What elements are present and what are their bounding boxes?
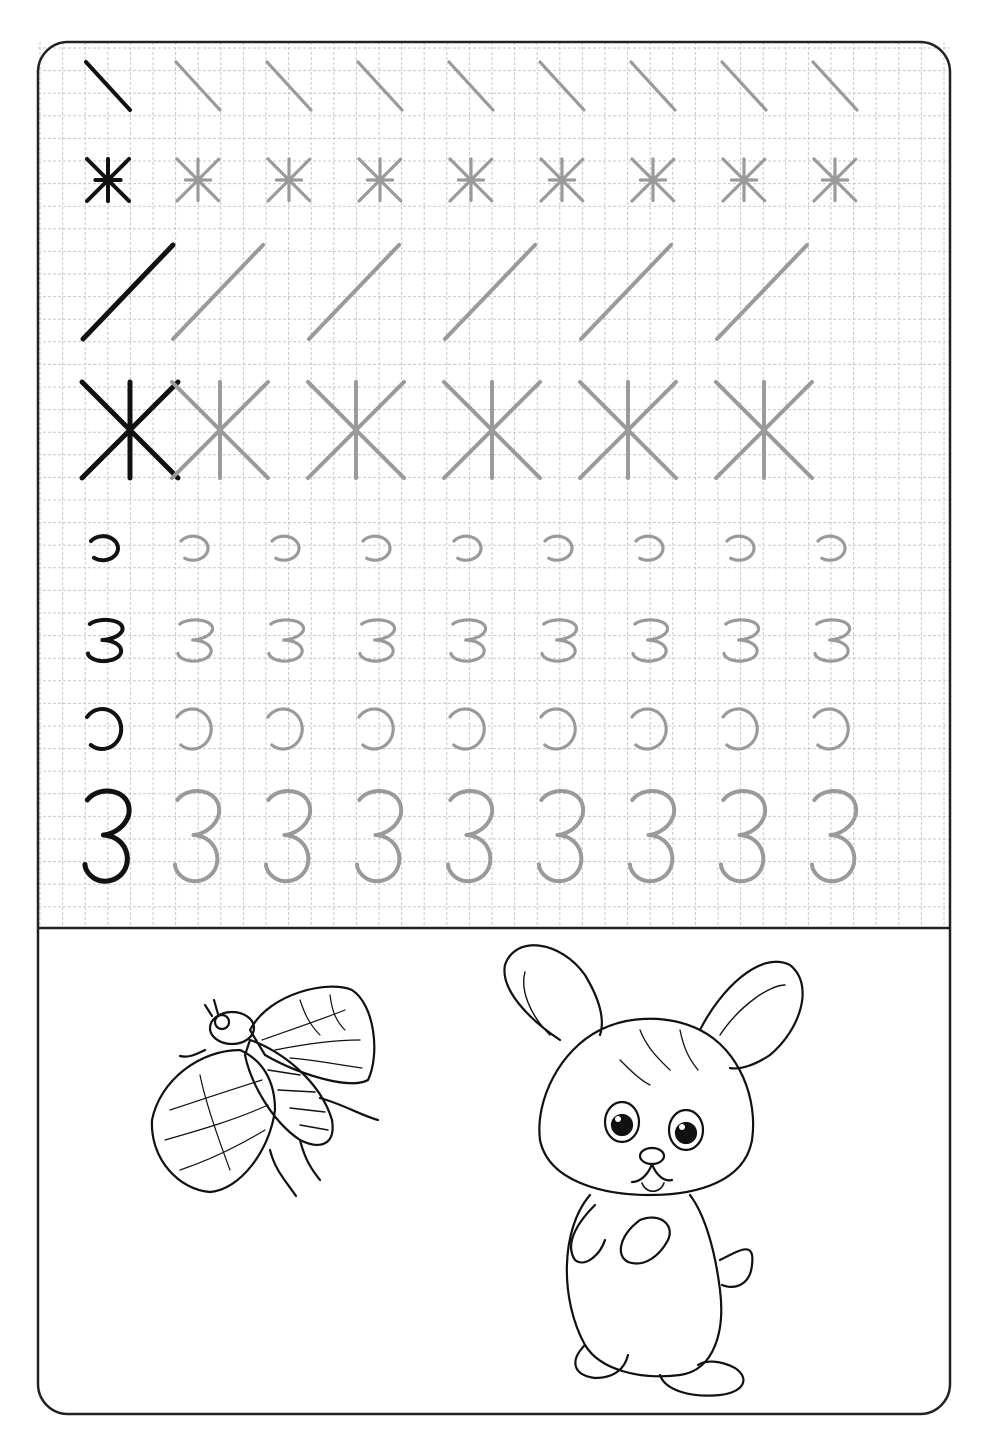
- trace-stroke-slash-large: [581, 245, 671, 339]
- trace-stroke-hook-small: [363, 536, 390, 560]
- grid-paper: [38, 42, 950, 928]
- trace-stroke-hook-medium: [541, 709, 575, 749]
- trace-stroke-backslash-small: [722, 62, 766, 110]
- trace-stroke-slash-large: [173, 245, 263, 339]
- trace-letter-ze-small: [178, 620, 213, 661]
- trace-stroke-backslash-small: [813, 62, 857, 110]
- trace-letter-ze-large: [175, 791, 219, 881]
- trace-letter-zhe-small: [723, 159, 765, 201]
- trace-stroke-hook-medium: [359, 709, 393, 749]
- trace-letter-zhe-small: [268, 159, 310, 201]
- model-letter-zhe-small: [87, 159, 129, 201]
- trace-stroke-backslash-small: [540, 62, 584, 110]
- trace-letter-zhe-large: [716, 382, 812, 478]
- trace-letter-ze-large: [721, 791, 765, 881]
- trace-letter-zhe-small: [450, 159, 492, 201]
- model-letter-ze-large: [85, 791, 129, 881]
- trace-letter-zhe-small: [177, 159, 219, 201]
- row-stroke-backslash-small: [86, 62, 857, 110]
- trace-letter-zhe-small: [632, 159, 674, 201]
- row-stroke-hook-small: [91, 536, 845, 560]
- trace-stroke-slash-large: [445, 245, 535, 339]
- row-letter-ze-small: [88, 620, 850, 661]
- row-stroke-slash-large: [83, 245, 807, 339]
- trace-letter-zhe-small: [541, 159, 583, 201]
- trace-letter-zhe-large: [308, 382, 404, 478]
- fly-illustration: [152, 987, 378, 1196]
- model-stroke-hook-small: [91, 536, 118, 560]
- row-stroke-hook-medium: [87, 709, 848, 749]
- trace-letter-ze-large: [630, 791, 674, 881]
- bunny-illustration: [504, 945, 802, 1395]
- trace-letter-zhe-small: [814, 159, 856, 201]
- trace-letter-zhe-large: [172, 382, 268, 478]
- trace-letter-ze-small: [815, 620, 850, 661]
- trace-stroke-slash-large: [309, 245, 399, 339]
- trace-stroke-backslash-small: [358, 62, 402, 110]
- trace-letter-ze-large: [812, 791, 856, 881]
- trace-stroke-hook-medium: [632, 709, 666, 749]
- trace-letter-ze-small: [542, 620, 577, 661]
- trace-letter-ze-large: [448, 791, 492, 881]
- trace-letter-ze-small: [724, 620, 759, 661]
- trace-letter-zhe-large: [580, 382, 676, 478]
- trace-letter-ze-small: [269, 620, 304, 661]
- trace-letter-ze-small: [451, 620, 486, 661]
- trace-stroke-hook-medium: [177, 709, 211, 749]
- trace-stroke-hook-small: [818, 536, 845, 560]
- trace-stroke-hook-small: [636, 536, 663, 560]
- trace-letter-ze-large: [539, 791, 583, 881]
- worksheet-frame: [38, 42, 950, 1414]
- trace-stroke-backslash-small: [449, 62, 493, 110]
- trace-stroke-backslash-small: [631, 62, 675, 110]
- model-stroke-slash-large: [83, 245, 173, 339]
- trace-stroke-hook-small: [181, 536, 208, 560]
- trace-letter-zhe-small: [359, 159, 401, 201]
- trace-letter-ze-large: [266, 791, 310, 881]
- trace-stroke-hook-medium: [450, 709, 484, 749]
- model-letter-zhe-large: [82, 382, 178, 478]
- trace-stroke-hook-small: [272, 536, 299, 560]
- trace-stroke-slash-large: [717, 245, 807, 339]
- model-stroke-hook-medium: [87, 709, 121, 749]
- trace-stroke-hook-small: [454, 536, 481, 560]
- trace-stroke-hook-small: [545, 536, 572, 560]
- trace-letter-zhe-large: [444, 382, 540, 478]
- model-letter-ze-small: [88, 620, 123, 661]
- trace-stroke-hook-medium: [268, 709, 302, 749]
- trace-letter-ze-small: [360, 620, 395, 661]
